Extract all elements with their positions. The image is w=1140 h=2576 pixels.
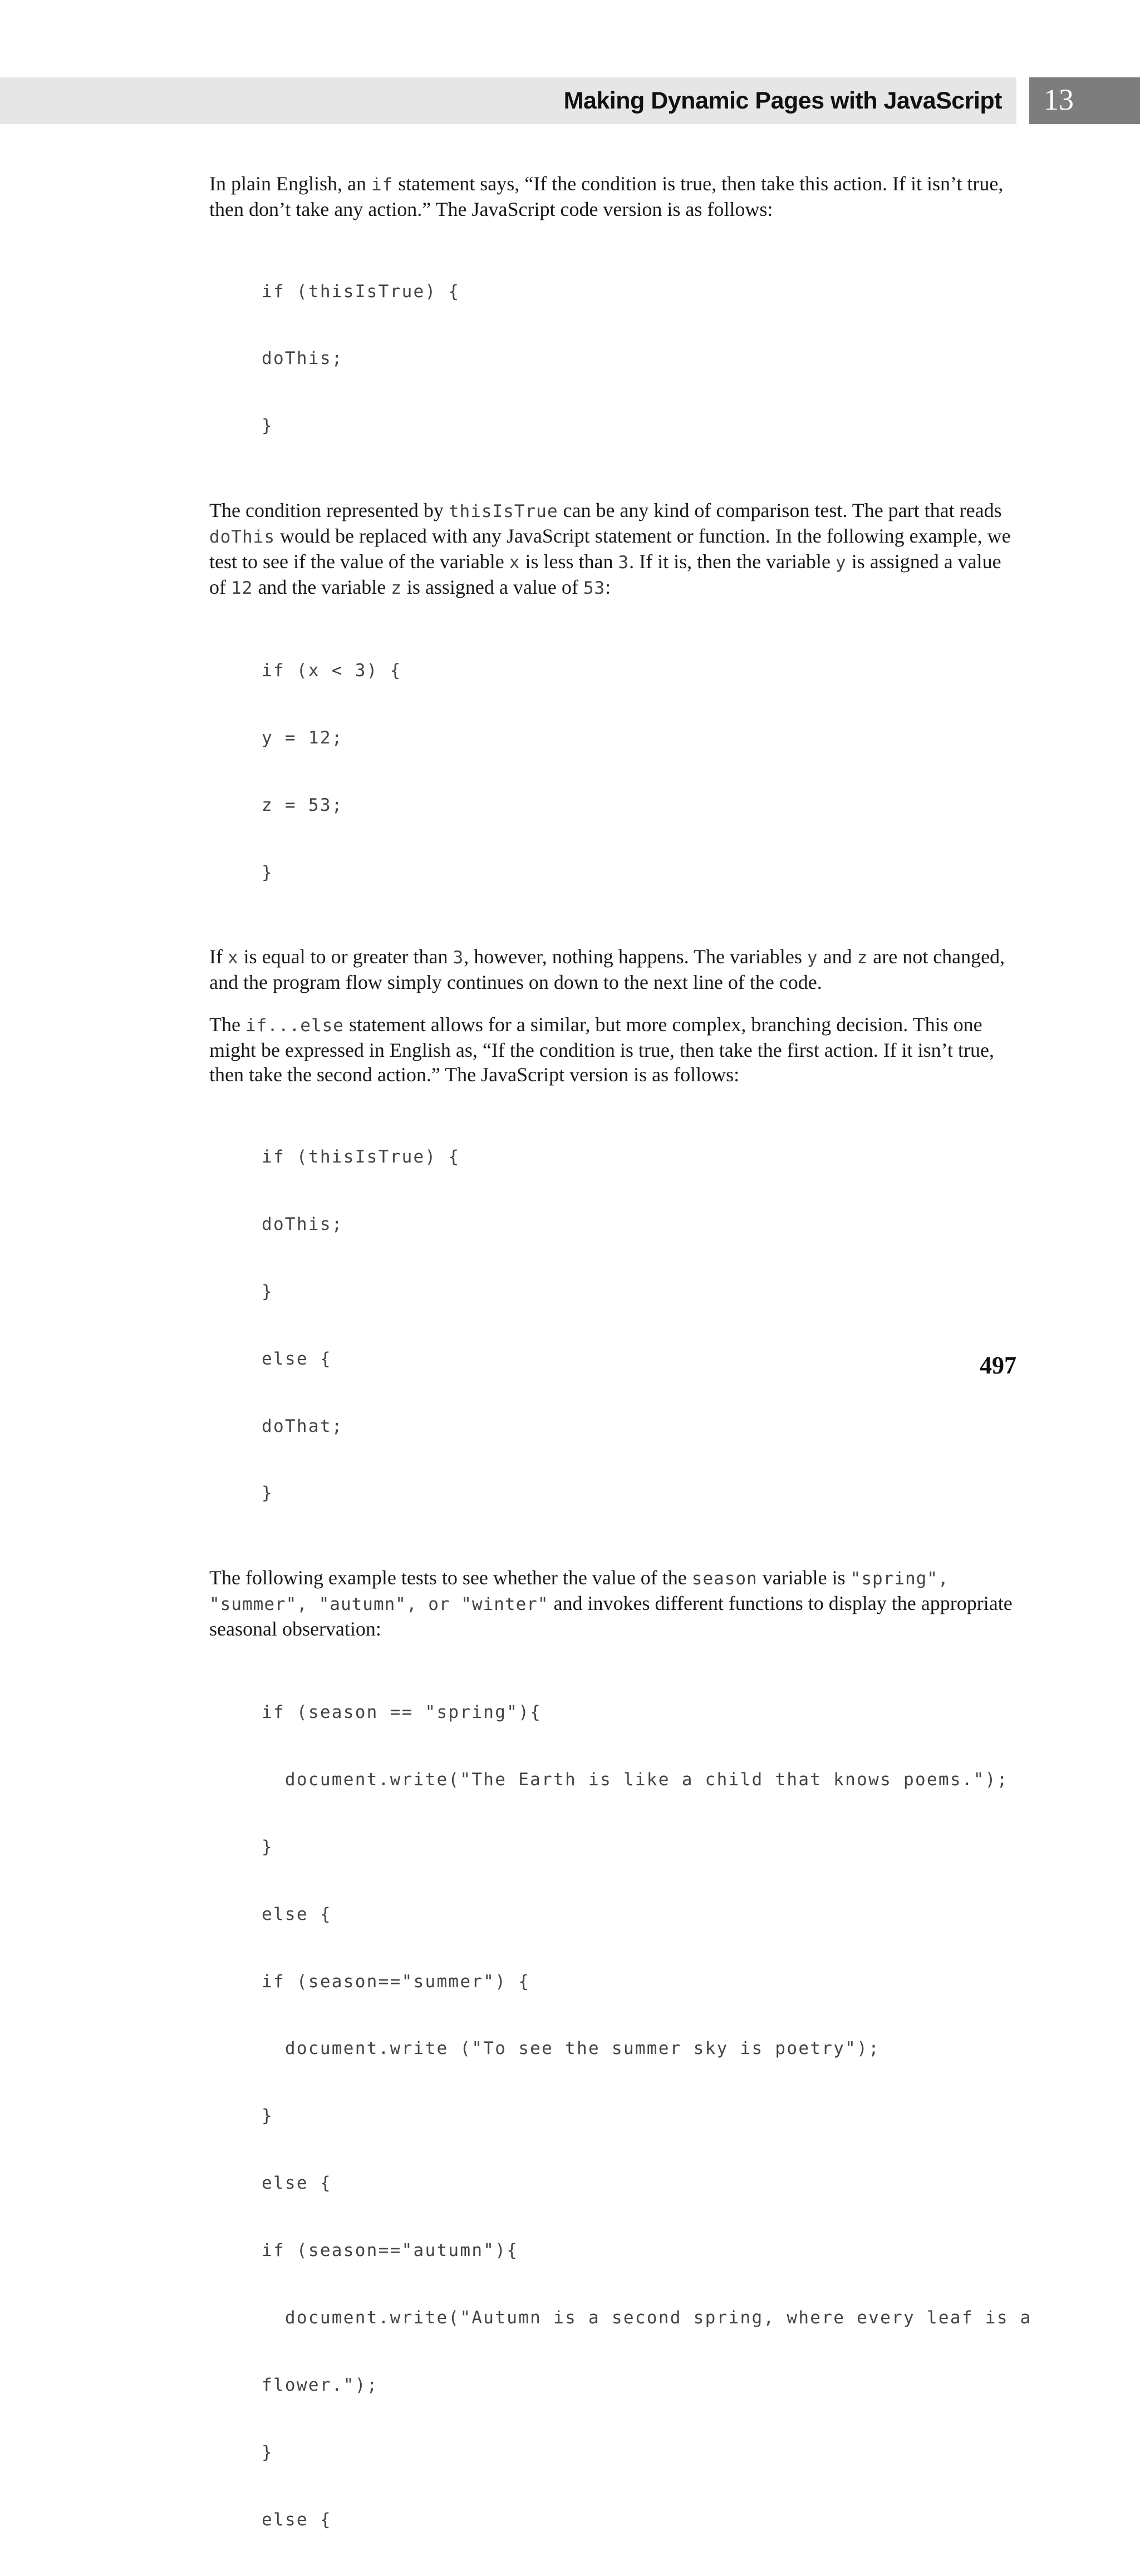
inline-code: x [227, 948, 239, 968]
text-run: In plain English, an [209, 173, 371, 195]
code-line: if (season=="autumn"){ [262, 2240, 519, 2261]
paragraph-season [209, 1565, 1016, 1641]
inline-code: season [691, 1569, 758, 1589]
code-line: y = 12; [262, 727, 343, 748]
text-run: statement allows for a similar, but more complex, branching decision. This one might be expressed in English as, “If the condition is true, then take the first action. If it isn’t true, then take the second action.” The JavaScript version is as follows: [209, 1013, 994, 1086]
inline-code: thisIsTrue [448, 501, 558, 522]
text-run: variable is [757, 1567, 851, 1589]
text-run: The condition represented by [209, 499, 449, 522]
code-line: } [262, 2106, 273, 2126]
text-run: is less than [520, 550, 618, 573]
inline-code: "spring", "summer", "autumn", or "winter" [209, 1569, 949, 1615]
code-line: } [262, 1836, 273, 1857]
page-number: 497 [980, 1352, 1016, 1379]
code-line: if (thisIsTrue) { [262, 281, 460, 302]
code-line: else { [262, 1904, 332, 1924]
inline-code: z [857, 948, 868, 968]
text-run: The following example tests to see whether the value of the [209, 1567, 692, 1589]
text-run: and [818, 945, 857, 968]
inline-code: doThis [209, 527, 275, 548]
code-block-season [209, 1656, 1032, 2575]
chapter-number: 13 [1044, 83, 1074, 116]
text-run: is equal to or greater than [238, 945, 453, 968]
inline-code: z [391, 578, 402, 599]
code-line: doThis; [262, 1214, 343, 1234]
text-run: and the variable [253, 576, 391, 599]
text-run: statement says, “If the condition is true, then take this action. If it isn’t true, then don’t take any action.” The JavaScript code version is as follows: [209, 173, 1004, 220]
text-run: are not changed, and the program flow simply continues on down to the next line of the code. [209, 945, 1005, 994]
code-line: doThis; [262, 348, 343, 369]
paragraph-if-intro [209, 171, 1016, 221]
code-line: else { [262, 1348, 332, 1369]
paragraph-nothing-happens [209, 944, 1016, 994]
code-line: } [262, 2442, 273, 2462]
inline-code: if [371, 175, 394, 195]
code-block-if-else [209, 1101, 1016, 1549]
code-line: doThat; [262, 1416, 343, 1436]
inline-code: if...else [245, 1016, 344, 1036]
text-run: If [209, 945, 228, 968]
paragraph-condition [209, 498, 1016, 600]
inline-code: y [836, 553, 847, 573]
text-run: can be any kind of comparison test. The part that reads [558, 499, 1002, 522]
text-run: is assigned a value of [209, 550, 1001, 599]
inline-code: 12 [231, 578, 253, 599]
code-line: document.write ("To see the summer sky is poetry"); [262, 2038, 881, 2059]
text-run: , however, nothing happens. The variables [464, 945, 807, 968]
code-line: z = 53; [262, 795, 343, 815]
text-run: is assigned a value of [401, 576, 583, 599]
chapter-title: Making Dynamic Pages with JavaScript [563, 87, 1002, 114]
code-line: if (season=="summer") { [262, 1971, 530, 1992]
inline-code: 53 [583, 578, 606, 599]
code-line: } [262, 1281, 273, 1302]
code-line: if (thisIsTrue) { [262, 1147, 460, 1168]
inline-code: 3 [453, 948, 464, 968]
text-run: and invokes different functions to display the appropriate seasonal observation: [209, 1592, 1013, 1641]
page-body [209, 171, 1032, 2576]
running-header [0, 77, 1016, 124]
code-line: else { [262, 2173, 332, 2194]
text-run: : [605, 576, 611, 599]
code-block-if [209, 235, 1016, 482]
code-line: } [262, 862, 273, 883]
code-block-if-x [209, 614, 1016, 928]
code-line: flower."); [262, 2375, 379, 2395]
inline-code: x [509, 553, 520, 573]
code-line: if (x < 3) { [262, 660, 402, 681]
inline-code: y [807, 948, 818, 968]
paragraph-if-else [209, 1012, 1016, 1087]
code-line: } [262, 416, 273, 436]
code-line: document.write("The Earth is like a child that knows poems."); [262, 1769, 1009, 1790]
chapter-tab [1029, 77, 1140, 124]
code-line: else { [262, 2509, 332, 2530]
text-run: The [209, 1013, 245, 1036]
code-line: document.write("Autumn is a second spring, where every leaf is a [262, 2307, 1032, 2328]
code-line: } [262, 1483, 273, 1504]
text-run: would be replaced with any JavaScript statement or function. In the following example, we test to see if the value of the variable [209, 525, 1011, 573]
inline-code: 3 [618, 553, 630, 573]
text-run: . If it is, then the variable [629, 550, 836, 573]
code-line: if (season == "spring"){ [262, 1702, 542, 1722]
